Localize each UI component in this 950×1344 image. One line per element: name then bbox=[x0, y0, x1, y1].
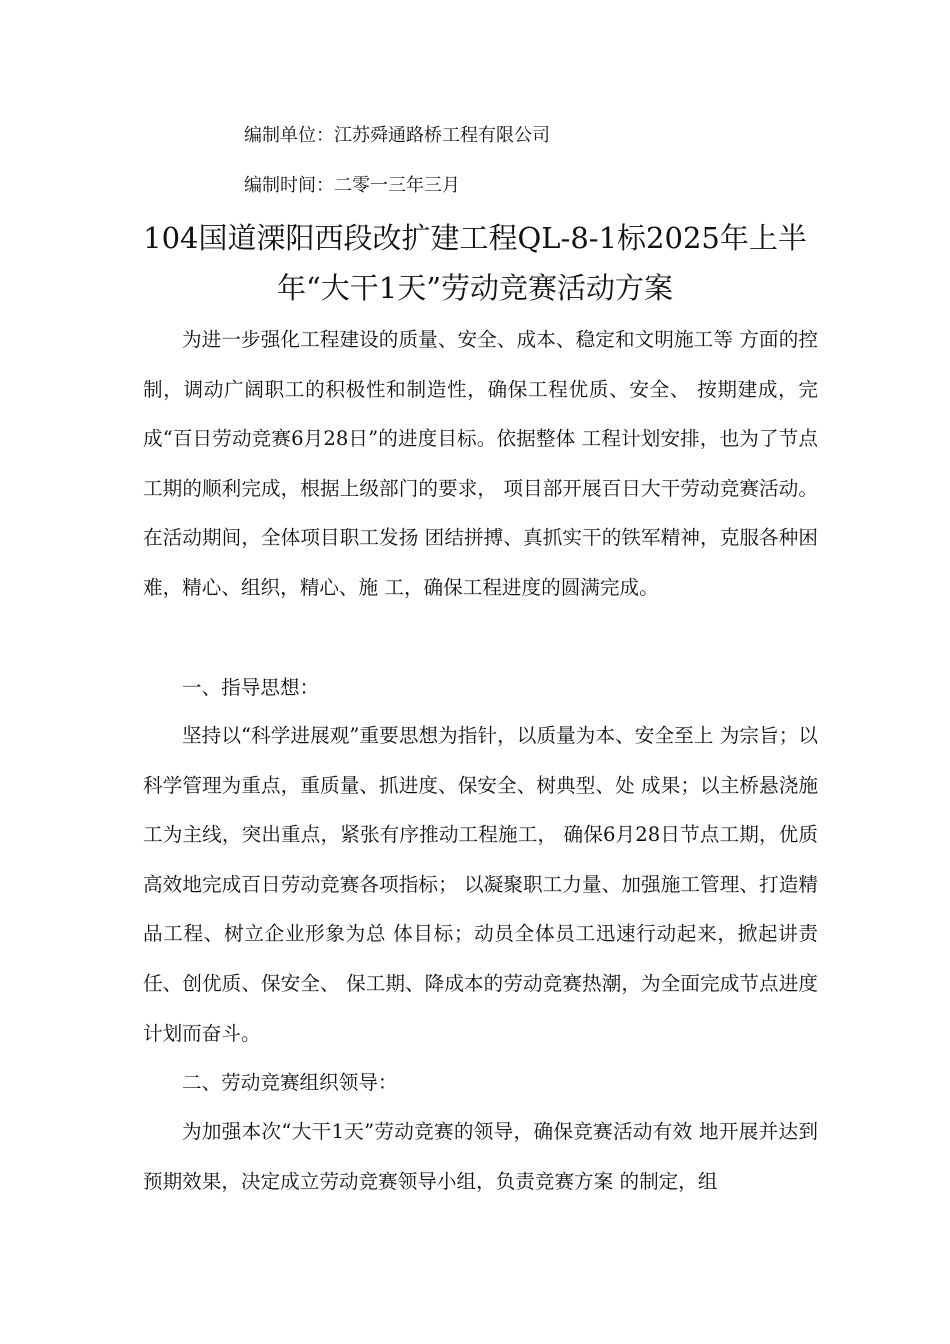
section-1-paragraph: 坚持以“科学进展观”重要思想为指针，以质量为本、安全至上 为宗旨；以科学管理为重点，重质量、抓进度、保安全、树典型、处 成果；以主桥悬浇施工为主线，突出重点，紧张有序推动工程施工， 确保6月28日节点工期，优质高效地完成百日劳动竞赛各项指标； 以凝聚职工力量、加强施工管理、打造精品工程、树立企业形象为总 体目标；动员全体员工迅速行动起来，掀起讲责任、创优质、保安全、 保工期、降成本的劳动竞赛热潮，为全面完成节点进度计划而奋斗。 bbox=[143, 724, 818, 1045]
document-title-line-1: 104国道溧阳西段改扩建工程QL-8-1标2025年上半 bbox=[143, 221, 807, 255]
compile-time-line: 编制时间：二零一三年三月 bbox=[244, 175, 460, 196]
compiler-unit-line: 编制单位：江苏舜通路桥工程有限公司 bbox=[244, 125, 550, 146]
section-1-heading: 一、指导思想： bbox=[182, 676, 320, 699]
intro-paragraph: 为进一步强化工程建设的质量、安全、成本、稳定和文明施工等 方面的控制，调动广阔职工的积极性和制造性，确保工程优质、安全、 按期建成，完成“百日劳动竞赛6月28日”的进度目标。依据整体 工程计划安排，也为了节点工期的顺利完成，根据上级部门的要求， 项目部开展百日大干劳动竞赛活动。在活动期间，全体项目职工发扬 团结拼搏、真抓实干的铁军精神，克服各种困难，精心、组织，精心、施 工，确保工程进度的圆满完成。 bbox=[143, 328, 818, 599]
document-title-line-2: 年“大干1天”劳动竞赛活动方案 bbox=[276, 271, 674, 305]
section-2-paragraph: 为加强本次“大干1天”劳动竞赛的领导，确保竞赛活动有效 地开展并达到预期效果，决定成立劳动竞赛领导小组，负责竞赛方案 的制定，组 bbox=[143, 1120, 818, 1193]
section-2-heading: 二、劳动竞赛组织领导： bbox=[182, 1071, 398, 1094]
